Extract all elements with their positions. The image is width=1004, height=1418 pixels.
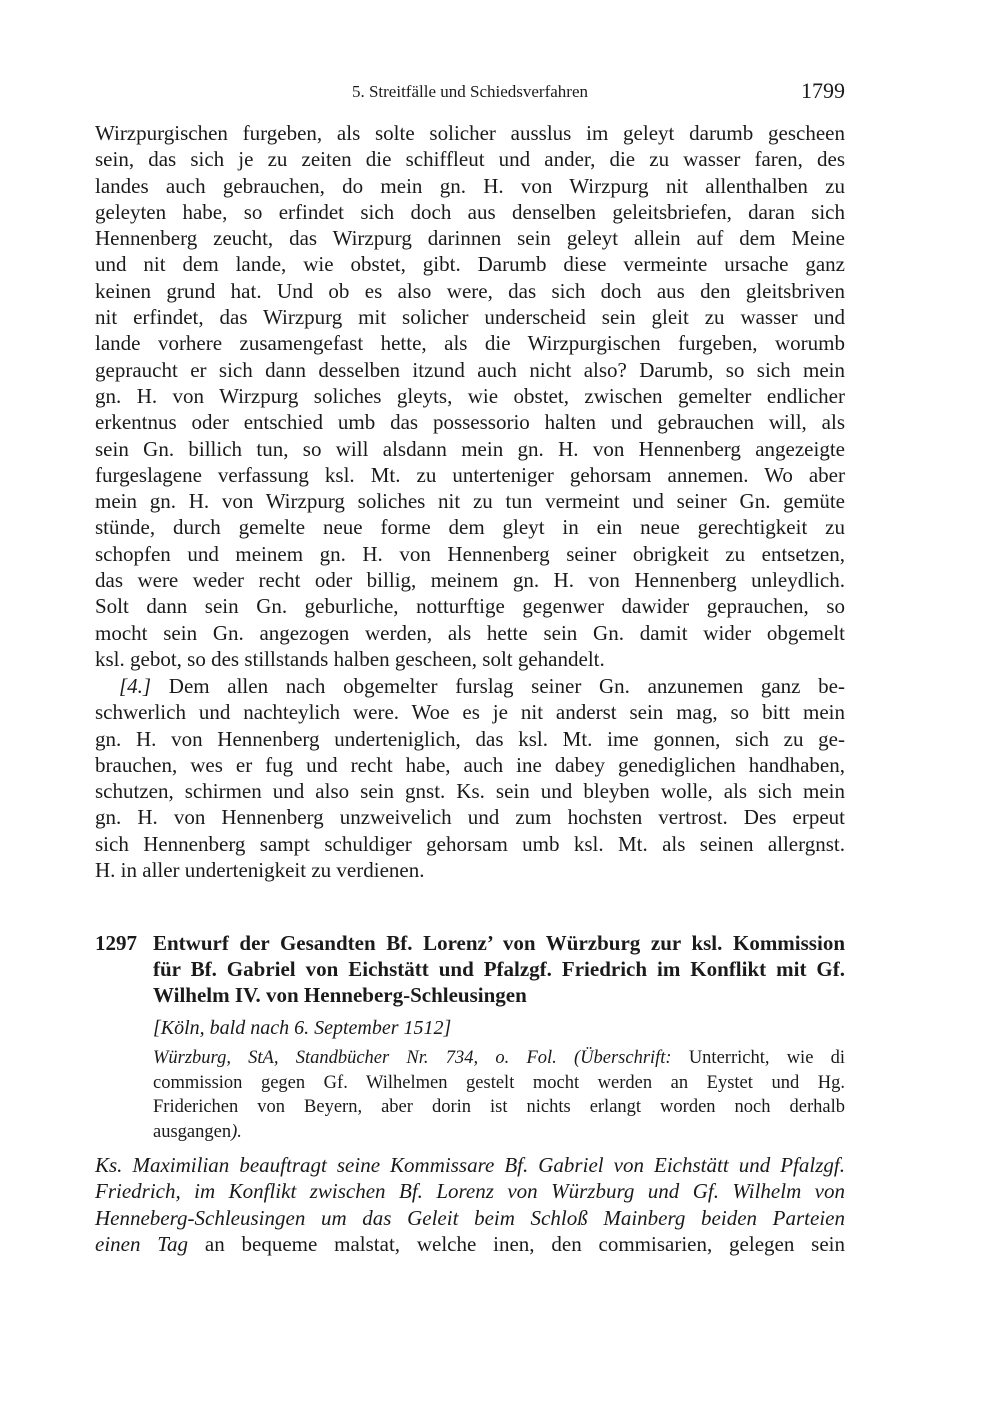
text-line: Wilhelm IV. von Henneberg-Schleusingen — [153, 983, 527, 1007]
text-line — [153, 1046, 845, 1071]
text-line: gn. H. von Hennenberg underteniglich, das ksl. Mt. ime gonnen, sich zu ge- — [95, 726, 845, 751]
text-line: gepraucht er sich dann desselben itzund auch nicht also? Darumb, so sich mein — [95, 357, 845, 382]
italic-segment: Würzburg, StA, Standbücher Nr. 734, o. Fol. (Überschrift: — [153, 1048, 672, 1068]
text-line: geleyten habe, so erfindet sich doch aus denselben geleitsbriefen, daran sich — [95, 199, 845, 224]
text-line: stünde, durch gemelte neue forme dem gleyt in ein neue gerechtigkeit zu — [95, 515, 845, 540]
text-line: Friderichen von Beyern, aber dorin ist nichts erlangt worden noch derhalb — [153, 1097, 845, 1117]
running-header-title: 5. Streitfälle und Schiedsverfahren — [351, 82, 589, 101]
text-line: gn. H. von Wirzpurg soliches gleyts, wie obstet, zwischen gemelter endlicher — [95, 383, 845, 408]
text-line: nit erfindet, das Wirzpurg mit solicher underscheid sein gleit zu wasser und — [95, 305, 845, 330]
text-segment: ausgangen — [153, 1121, 232, 1142]
text-line: landes auch gebrauchen, do mein gn. H. von Wirzpurg nit allenthalben zu — [95, 173, 845, 198]
text-line: schwerlich und nachteylich were. Woe es je nit anderst sein mag, so bitt mein — [95, 700, 845, 725]
text-line: sich Hennenberg sampt schuldiger gehorsam umb ksl. Mt. als seinen allergnst. — [95, 831, 845, 856]
text-line — [95, 673, 845, 699]
text-line: das were weder recht oder billig, meinem gn. H. von Hennenberg unleydlich. — [95, 568, 845, 593]
text-segment: Unterricht, wie di — [671, 1048, 846, 1068]
text-line: für Bf. Gabriel von Eichstätt und Pfalzgf. Friedrich im Konflikt mit Gf. — [153, 957, 845, 981]
text-line: commission gegen Gf. Wilhelmen gestelt mocht werden an Eystet und Hg. — [153, 1072, 845, 1093]
text-line: lande vorhere zusamengefast hette, als die Wirzpurgischen furgeben, worumb — [95, 331, 845, 356]
paragraph-2 — [95, 673, 845, 883]
text-line: schutzen, schirmen und also sein gnst. Ks. sein und bleyben wolle, als sich mein — [95, 779, 845, 804]
document-title — [153, 930, 845, 1008]
text-line: Wirzpurgischen furgeben, als solte solicher ausslus im geleyt darumb gescheen — [95, 121, 845, 145]
text-line: sein Gn. billich tun, so will alsdann mein gn. H. von Hennenberg angezeigte — [95, 436, 845, 461]
text-line: ksl. gebot, so des stillstands halben gescheen, solt gehandelt. — [95, 646, 605, 671]
text-line: gn. H. von Hennenberg unzweivelich und zum hochsten vertrost. Des erpeut — [95, 805, 845, 830]
italic-segment: [4.] — [119, 674, 152, 698]
text-line: sein, das sich je zu zeiten die schiffleut und ander, die zu wasser faren, des — [95, 147, 845, 172]
text-line — [95, 1178, 845, 1204]
text-segment: an bequeme malstat, welche inen, den commisarien, gelegen sein — [188, 1231, 845, 1256]
text-line: furgeslagene verfassung ksl. Mt. zu unterteniger gehorsam annemen. Wo aber — [95, 462, 845, 487]
text-segment: Dem allen nach obgemelter furslag seiner Gn. anzunemen ganz be- — [151, 674, 845, 698]
text-line: H. in aller undertenigkeit zu verdienen. — [95, 858, 425, 883]
text-line: brauchen, wes er fug und recht habe, auch ine dabey genediglichen handhaben, — [95, 752, 845, 777]
italic-segment: einen Tag — [95, 1231, 189, 1256]
text-line: keinen grund hat. Und ob es also were, das sich doch aus den gleitsbriven — [95, 278, 845, 303]
italic-segment: ). — [231, 1121, 242, 1142]
paragraph-1 — [95, 120, 845, 672]
italic-segment: Henneberg-Schleusingen um das Geleit beim Schloß Mainberg beiden Parteien — [95, 1205, 845, 1230]
text-line: und nit dem lande, wie obstet, gibt. Darumb diese vermeinte ursache ganz — [95, 252, 845, 277]
document-date: [Köln, bald nach 6. September 1512] — [153, 1017, 452, 1039]
text-line: mein gn. H. von Wirzpurg soliches nit zu tun vermeint und seiner Gn. gemüte — [95, 489, 845, 514]
text-line: erkentnus oder entschied umb das possessorio halten und gebrauchen will, als — [95, 410, 845, 435]
text-line — [95, 1152, 845, 1178]
text-line: Solt dann sein Gn. geburliche, notturftige gegenwer dawider geprauchen, so — [95, 594, 845, 619]
text-line — [95, 1205, 845, 1231]
document-source — [153, 1046, 845, 1144]
text-line — [153, 1120, 845, 1145]
text-line: mocht sein Gn. angezogen werden, als hette sein Gn. damit wider obgemelt — [95, 620, 845, 645]
italic-segment: Ks. Maximilian beauftragt seine Kommissare Bf. Gabriel von Eichstätt und Pfalzgf. — [95, 1153, 845, 1177]
text-line: Entwurf der Gesandten Bf. Lorenz’ von Würzburg zur ksl. Kommission — [153, 931, 845, 955]
page-number: 1799 — [801, 78, 845, 103]
document-number: 1297 — [95, 931, 137, 955]
text-line — [95, 1231, 845, 1257]
text-line: schopfen und meinem gn. H. von Hennenberg seiner obrigkeit zu entsetzen, — [95, 541, 845, 566]
italic-segment: Friedrich, im Konflikt zwischen Bf. Lorenz von Würzburg und Gf. Wilhelm von — [95, 1179, 845, 1204]
document-summary — [95, 1152, 845, 1257]
text-line: Hennenberg zeucht, das Wirzpurg darinnen sein geleyt allein auf dem Meine — [95, 226, 845, 251]
